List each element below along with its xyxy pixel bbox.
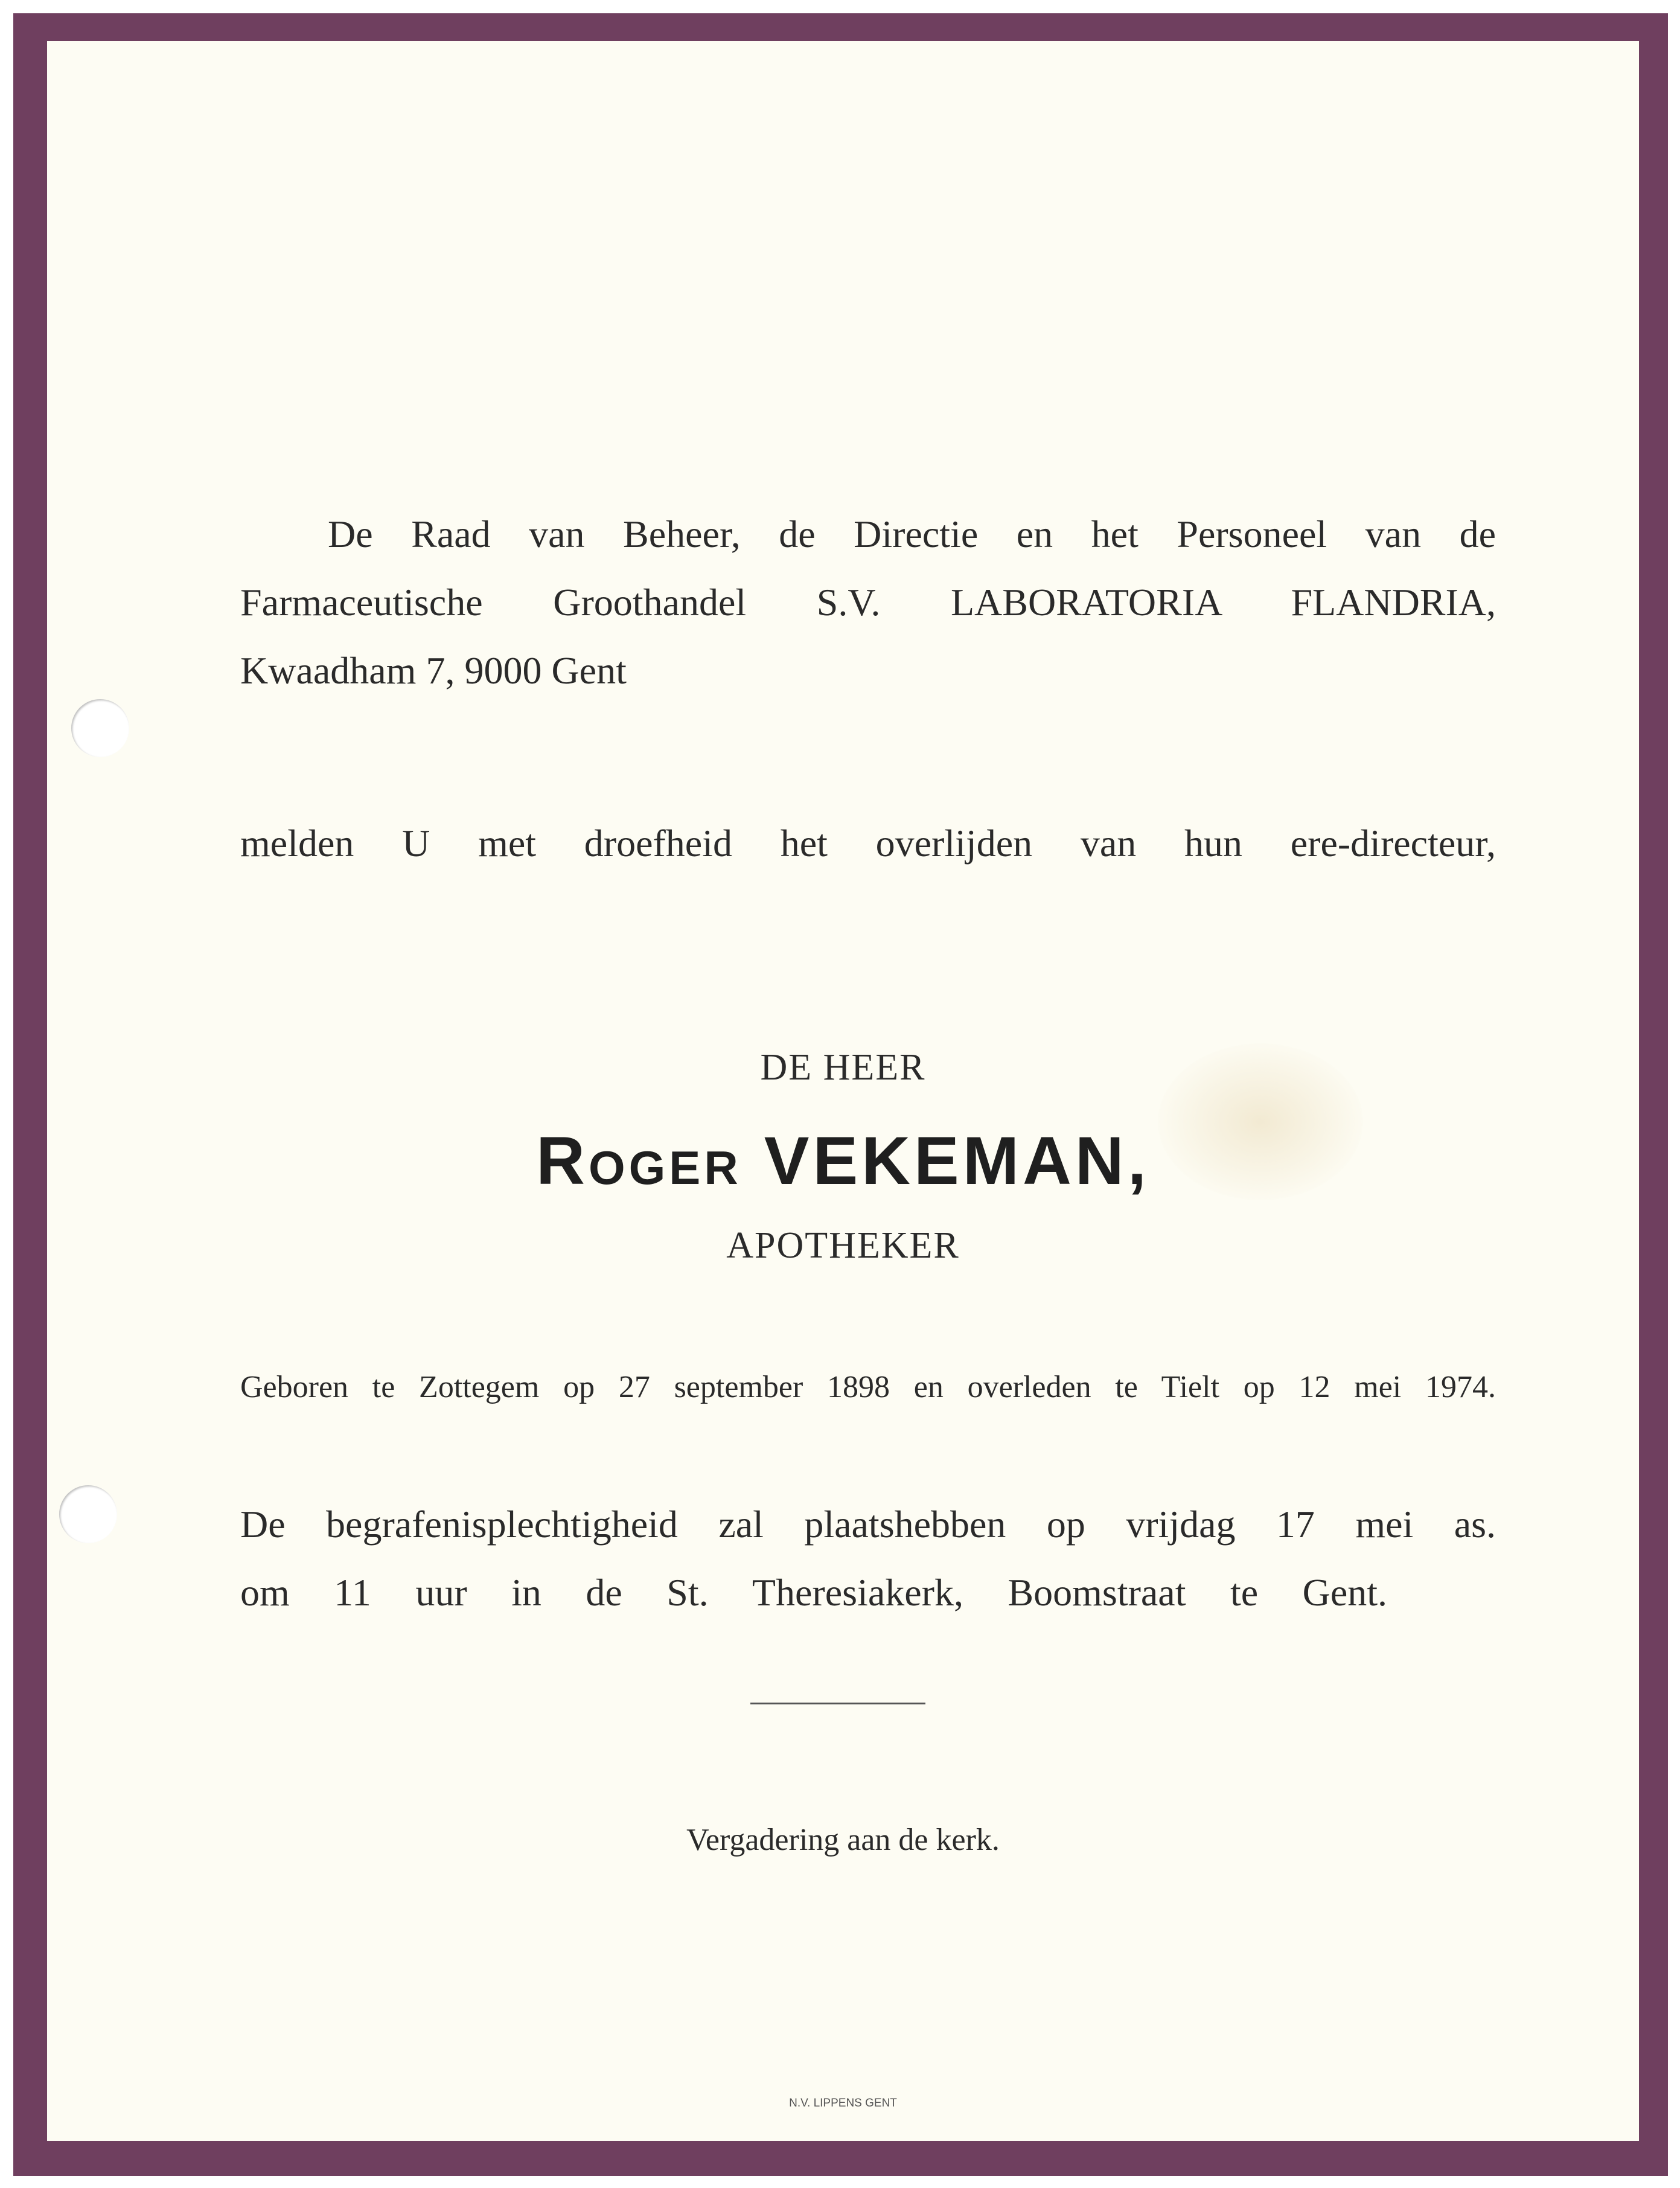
profession: APOTHEKER xyxy=(726,1225,960,1266)
intro-line-2: Farmaceutische Groothandel S.V. LABORATORIA FLANDRIA, xyxy=(240,581,1496,624)
funeral-line-2: om 11 uur in de St. Theresiakerk, Boomstraat te Gent. xyxy=(240,1571,1387,1614)
honorific: DE HEER xyxy=(760,1047,926,1088)
intro-line-3: Kwaadham 7, 9000 Gent xyxy=(240,649,627,692)
mourning-card xyxy=(47,41,1639,2141)
divider-rule xyxy=(750,1703,925,1704)
printer-credit: N.V. LIPPENS GENT xyxy=(789,2097,897,2110)
punch-hole-bottom xyxy=(59,1485,117,1543)
announcement-paragraph xyxy=(240,809,1496,877)
intro-paragraph xyxy=(240,500,1496,705)
funeral-paragraph xyxy=(240,1490,1496,1627)
punch-hole-top xyxy=(71,699,129,757)
birth-death-line: Geboren te Zottegem op 27 september 1898 en overleden te Tielt op 12 mei 1974. xyxy=(240,1370,1496,1404)
announcement-line: melden U met droefheid het overlijden van hun ere-directeur, xyxy=(240,822,1496,865)
intro-line-1: De Raad van Beheer, de Directie en het Personeel van de xyxy=(328,513,1496,555)
deceased-name: Roger VEKEMAN, xyxy=(536,1123,1150,1198)
funeral-line-1: De begrafenisplechtigheid zal plaatshebben op vrijdag 17 mei as. xyxy=(240,1503,1496,1546)
gathering-note: Vergadering aan de kerk. xyxy=(686,1823,1000,1857)
